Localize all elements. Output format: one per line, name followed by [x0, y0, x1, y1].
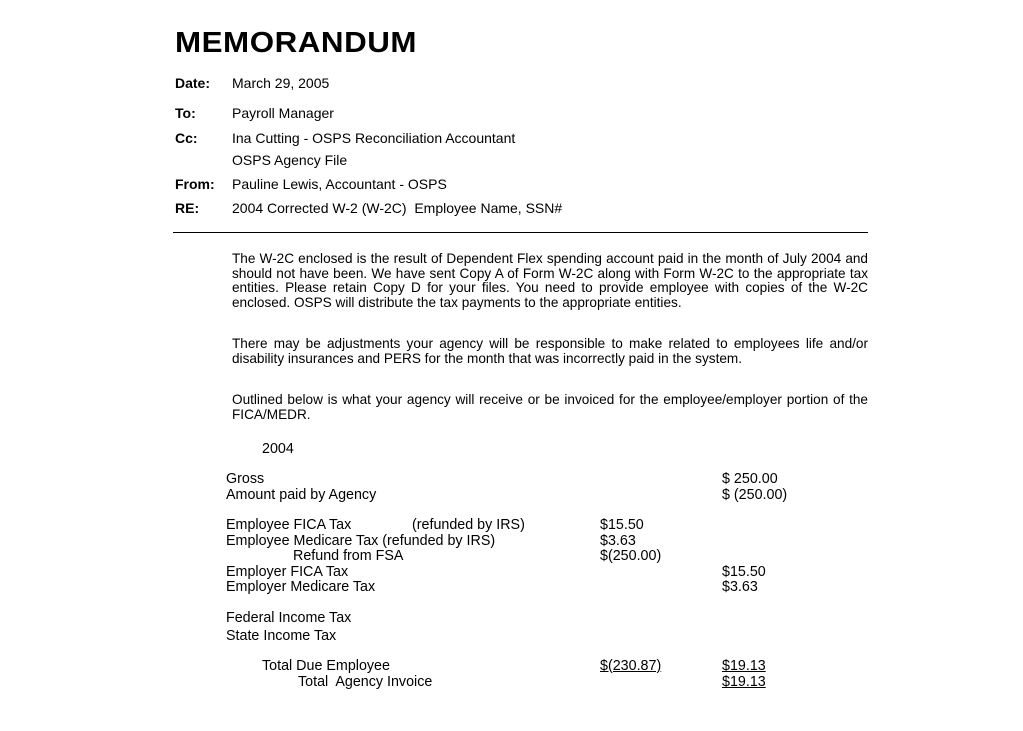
total-agency-invoice-value: $19.13 — [722, 674, 766, 690]
total-due-employee-label: Total Due Employee — [262, 658, 390, 674]
employee-fica-value: $15.50 — [600, 517, 644, 533]
employer-fica-label: Employer FICA Tax — [226, 564, 349, 580]
memo-title: MEMORANDUM — [175, 27, 418, 59]
employer-medicare-label: Employer Medicare Tax — [226, 579, 376, 595]
employee-medicare-value: $3.63 — [600, 533, 636, 549]
employee-fica-note: (refunded by IRS) — [412, 517, 525, 533]
from-label: From: — [175, 176, 215, 192]
date-value: March 29, 2005 — [232, 75, 330, 91]
to-label: To: — [175, 105, 196, 121]
refund-fsa-value: $(250.00) — [600, 548, 662, 564]
body-paragraph-3: Outlined below is what your agency will receive or be invoiced for the employee/employer portion of the FICA/MEDR. — [232, 392, 868, 422]
employer-fica-value: $15.50 — [722, 564, 766, 580]
gross-value: $ 250.00 — [722, 471, 778, 487]
amount-paid-label: Amount paid by Agency — [226, 487, 377, 503]
amount-paid-value: $ (250.00) — [722, 487, 788, 503]
gross-label: Gross — [226, 471, 265, 487]
state-income-tax-label: State Income Tax — [226, 628, 337, 644]
total-due-employee-value: $(230.87) — [600, 658, 662, 674]
header-divider — [173, 232, 868, 233]
re-label: RE: — [175, 200, 200, 216]
refund-fsa-label: Refund from FSA — [293, 548, 404, 564]
from-value: Pauline Lewis, Accountant - OSPS — [232, 176, 447, 192]
body-paragraph-1: The W-2C enclosed is the result of Dependent Flex spending account paid in the month of July 2004 and should not have been. We have sent Copy A of Form W-2C along with Form W-2C to the appropriate tax entities. Please retain Copy D for your files. You need to provide employee with copies of the W-2C enclosed. OSPS will distribute the tax payments to the appropriate entities. — [232, 251, 868, 310]
employee-medicare-label: Employee Medicare Tax (refunded by IRS) — [226, 533, 496, 549]
total-agency-invoice-label: Total Agency Invoice — [298, 674, 433, 690]
cc-value-1: Ina Cutting - OSPS Reconciliation Accountant — [232, 130, 516, 146]
re-value: 2004 Corrected W-2 (W-2C) Employee Name, SSN# — [232, 200, 563, 216]
to-value: Payroll Manager — [232, 105, 334, 121]
federal-income-tax-label: Federal Income Tax — [226, 610, 352, 626]
table-year: 2004 — [262, 441, 294, 457]
cc-value-2: OSPS Agency File — [232, 152, 348, 168]
employer-medicare-value: $3.63 — [722, 579, 758, 595]
body-paragraph-2: There may be adjustments your agency will be responsible to make related to employees life and/or disability insurances and PERS for the month that was incorrectly paid in the system. — [232, 336, 868, 366]
total-due-agency-value: $19.13 — [722, 658, 766, 674]
date-label: Date: — [175, 75, 211, 91]
employee-fica-label: Employee FICA Tax — [226, 517, 352, 533]
cc-label: Cc: — [175, 130, 198, 146]
